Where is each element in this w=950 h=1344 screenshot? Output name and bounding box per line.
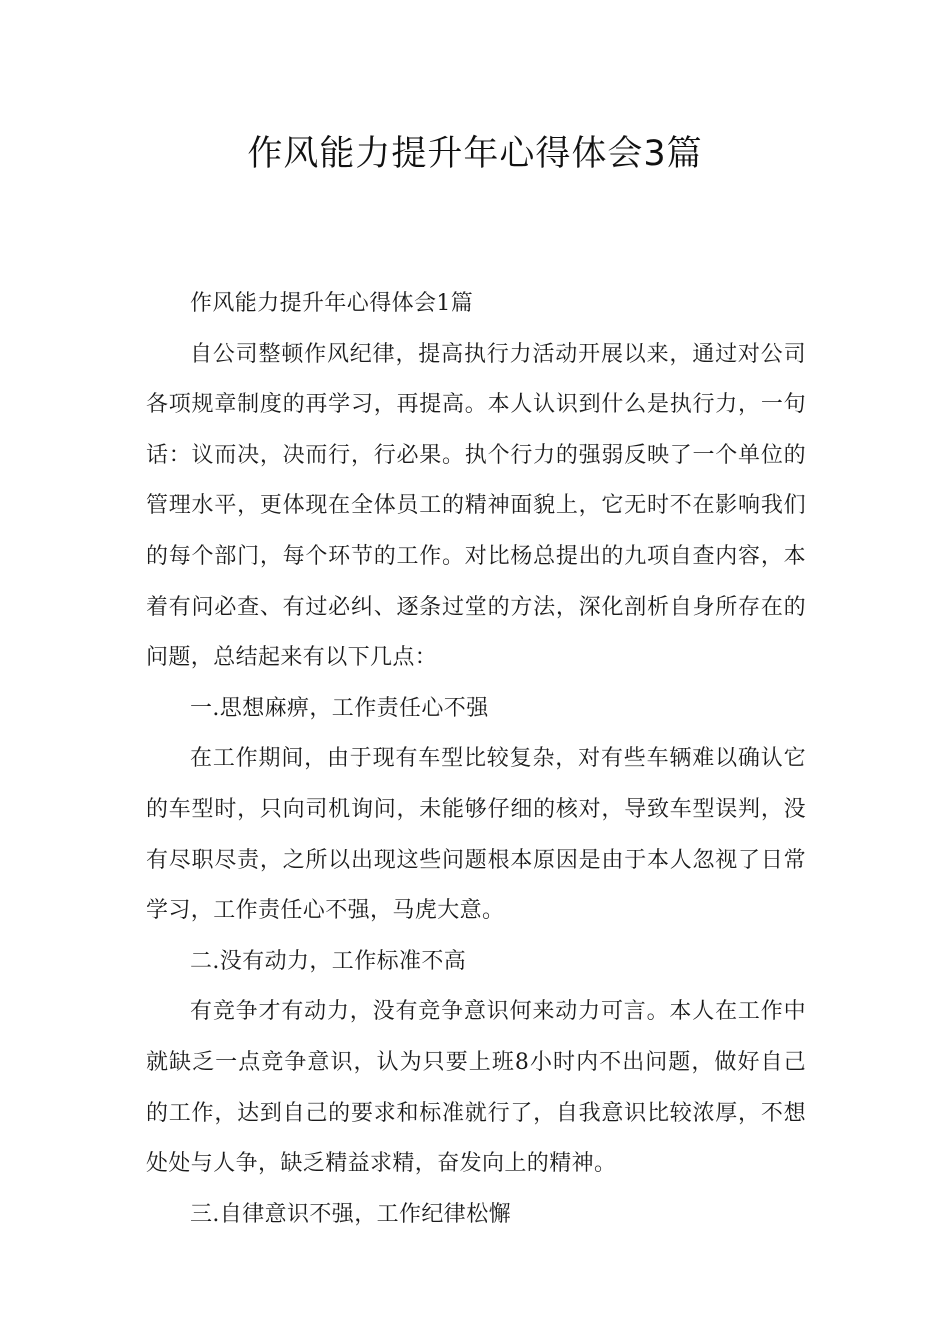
point-heading-2: 二.没有动力，工作标准不高 bbox=[190, 948, 467, 974]
document-title: 作风能力提升年心得体会3篇 bbox=[247, 134, 703, 174]
paragraph-intro: 自公司整顿作风纪律，提高执行力活动开展以来，通过对公司各项规章制度的再学习，再提高。本人认识到什么是执行力，一句话：议而决，决而行，行必果。执个行力的强弱反映了一个单位的管理水平，更体现在全体员工的精神面貌上，它无时不在影响我们的每个部门，每个环节的工作。对比杨总提出的九项自查内容，本着有问必查、有过必纠、逐条过堂的方法，深化剖析自身所存在的问题，总结起来有以下几点： bbox=[146, 341, 806, 671]
section-heading-part-1: 作风能力提升年心得体会1篇 bbox=[190, 291, 474, 316]
document-body bbox=[146, 279, 806, 1240]
point-heading-1: 一.思想麻痹，工作责任心不强 bbox=[190, 695, 489, 721]
paragraph-point-2: 有竞争才有动力，没有竞争意识何来动力可言。本人在工作中就缺乏一点竞争意识，认为只要上班8小时内不出问题，做好自己的工作，达到自己的要求和标准就行了，自我意识比较浓厚，不想处处与人争，缺乏精益求精，奋发向上的精神。 bbox=[146, 999, 806, 1177]
paragraph-point-1: 在工作期间，由于现有车型比较复杂，对有些车辆难以确认它的车型时，只向司机询问，未能够仔细的核对，导致车型误判，没有尽职尽责，之所以出现这些问题根本原因是由于本人忽视了日常学习，工作责任心不强，马虎大意。 bbox=[146, 746, 806, 924]
point-heading-3: 三.自律意识不强，工作纪律松懈 bbox=[190, 1201, 511, 1227]
